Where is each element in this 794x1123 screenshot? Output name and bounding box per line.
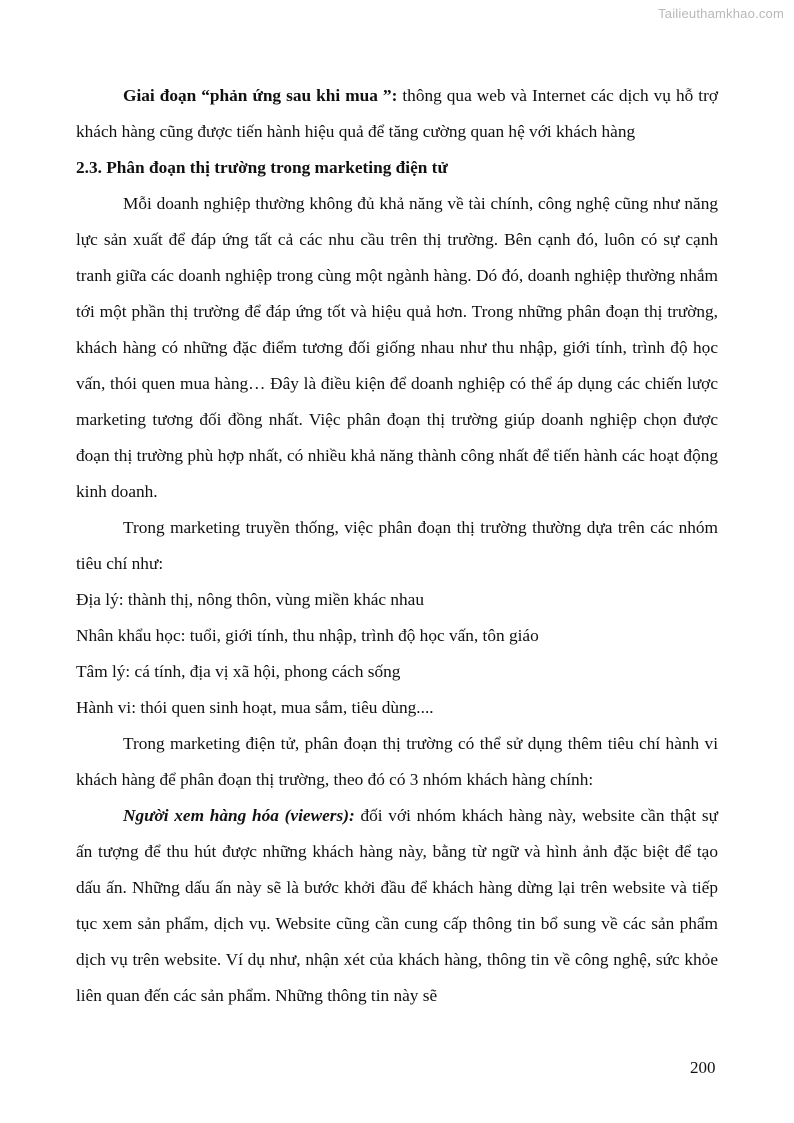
paragraph-viewers: [76, 798, 718, 1014]
paragraph-post-purchase-phase: [76, 78, 718, 150]
criteria-item-psychology: Tâm lý: cá tính, địa vị xã hội, phong cách sống: [76, 662, 401, 681]
viewers-body: đối với nhóm khách hàng này, website cần thật sự ấn tượng để thu hút được những khách hàng này, bằng từ ngữ và hình ảnh đặc biệt để tạo dấu ấn. Những dấu ấn này sẽ là bước khởi đầu để khách hàng dừng lại trên website và tiếp tục xem sản phẩm, dịch vụ. Website cũng cần cung cấp thông tin bổ sung về các sản phẩm dịch vụ trên website. Ví dụ như, nhận xét của khách hàng, thông tin về công nghệ, sức khỏe liên quan đến các sản phẩm. Những thông tin này sẽ: [76, 806, 718, 1005]
phase-title: Giai đoạn “phản ứng sau khi mua ”:: [123, 86, 398, 105]
paragraph-traditional: Trong marketing truyền thống, việc phân đoạn thị trường thường dựa trên các nhóm tiêu chí như:: [76, 518, 718, 573]
viewers-title: Người xem hàng hóa (viewers):: [123, 806, 355, 825]
criteria-item-behavior: Hành vi: thói quen sinh hoạt, mua sắm, tiêu dùng....: [76, 698, 434, 717]
phase-body: thông qua web và Internet các dịch vụ hỗ trợ khách hàng cũng được tiến hành hiệu quả để tăng cường quan hệ với khách hàng: [76, 86, 719, 141]
page-content: [76, 78, 718, 1014]
criteria-item-demographics: Nhân khẩu học: tuổi, giới tính, thu nhập, trình độ học vấn, tôn giáo: [76, 626, 539, 645]
section-heading: 2.3. Phân đoạn thị trường trong marketing điện tử: [76, 158, 448, 177]
watermark: Tailieuthamkhao.com: [658, 6, 784, 21]
paragraph-intro: Mỗi doanh nghiệp thường không đủ khả năng về tài chính, công nghệ cũng như năng lực sản xuất để đáp ứng tất cả các nhu cầu trên thị trường. Bên cạnh đó, luôn có sự cạnh tranh giữa các doanh nghiệp trong cùng một ngành hàng. Dó đó, doanh nghiệp thường nhắm tới một phần thị trường để đáp ứng tốt và hiệu quả hơn. Trong những phân đoạn thị trường, khách hàng có những đặc điểm tương đối giống nhau như thu nhập, giới tính, trình độ học vấn, thói quen mua hàng… Đây là điều kiện để doanh nghiệp có thể áp dụng các chiến lược marketing tương đối đồng nhất. Việc phân đoạn thị trường giúp doanh nghiệp chọn được đoạn thị trường phù hợp nhất, có nhiều khả năng thành công nhất để tiến hành các hoạt động kinh doanh.: [76, 194, 718, 501]
paragraph-emarketing: Trong marketing điện tử, phân đoạn thị trường có thể sử dụng thêm tiêu chí hành vi khách hàng để phân đoạn thị trường, theo đó có 3 nhóm khách hàng chính:: [76, 734, 718, 789]
page-number: 200: [690, 1058, 716, 1077]
criteria-item-geography: Địa lý: thành thị, nông thôn, vùng miền khác nhau: [76, 590, 424, 609]
